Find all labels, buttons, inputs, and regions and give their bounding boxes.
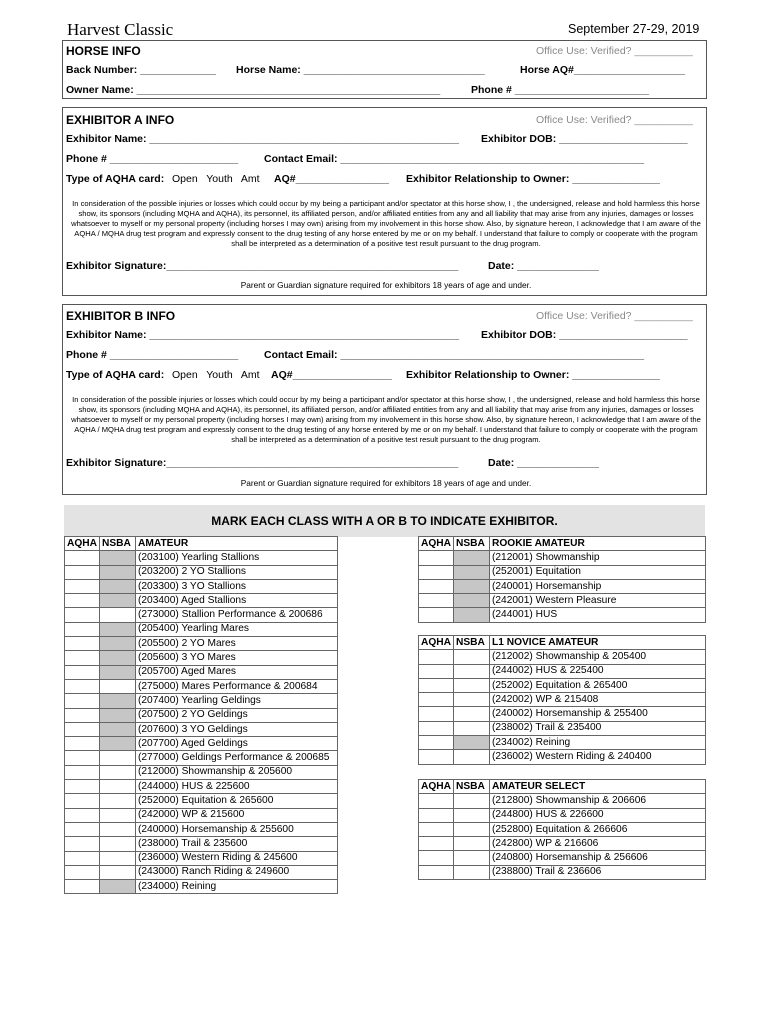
nsba-entry-cell[interactable] [454,750,490,764]
aqha-entry-cell[interactable] [419,808,454,822]
nsba-entry-cell [100,651,136,665]
amateur-class-table [64,536,338,894]
class-row [419,808,706,822]
exhibitor-b-phone-field[interactable]: Phone # ______________________ [66,349,239,361]
class-row [419,837,706,851]
nsba-entry-cell[interactable] [454,808,490,822]
class-row [419,721,706,735]
back-number-field[interactable]: Back Number: _____________ [66,64,217,76]
aqha-entry-cell[interactable] [419,608,454,622]
class-label: (240001) Horsemanship [490,579,706,593]
class-label: (242800) WP & 216606 [490,837,706,851]
nsba-entry-cell [100,722,136,736]
horse-office-use: Office Use: Verified? __________ [536,45,693,57]
nsba-entry-cell[interactable] [100,794,136,808]
class-label: (212002) Showmanship & 205400 [490,650,706,664]
exhibitor-a-email-field[interactable]: Contact Email: ____________________________________________________ [264,153,645,165]
aqha-entry-cell[interactable] [65,722,100,736]
exhibitor-b-card-type-options[interactable]: Open Youth Amt [172,369,260,381]
nsba-entry-cell [100,665,136,679]
division-title: AMATEUR SELECT [490,780,706,794]
aqha-entry-cell[interactable] [419,594,454,608]
class-row [419,851,706,865]
class-label: (242000) WP & 215600 [136,808,338,822]
aqha-entry-cell[interactable] [65,865,100,879]
l1-novice-amateur-class-table [418,635,706,765]
division-title: L1 NOVICE AMATEUR [490,636,706,650]
nsba-entry-cell[interactable] [454,822,490,836]
class-label: (240800) Horsemanship & 256606 [490,851,706,865]
exhibitor-a-dob-field[interactable]: Exhibitor DOB: ______________________ [481,133,688,145]
class-label: (242001) Western Pleasure [490,594,706,608]
class-row [419,736,706,750]
class-label: (236002) Western Riding & 240400 [490,750,706,764]
table-header-row [419,537,706,551]
class-row [419,678,706,692]
nsba-entry-cell[interactable] [100,608,136,622]
nsba-entry-cell[interactable] [454,794,490,808]
exhibitor-a-date-field[interactable]: Date: ______________ [488,260,599,272]
class-label: (242002) WP & 215408 [490,693,706,707]
class-row [419,822,706,836]
table-header-row [65,537,338,551]
class-label: (238002) Trail & 235400 [490,721,706,735]
class-label: (203400) Aged Stallions [136,594,338,608]
class-row [419,565,706,579]
exhibitor-b-dob-field[interactable]: Exhibitor DOB: ______________________ [481,329,688,341]
class-row [65,837,338,851]
aqha-entry-cell[interactable] [65,579,100,593]
class-label: (244000) HUS & 225600 [136,780,338,794]
division-title: ROOKIE AMATEUR [490,537,706,551]
class-label: (240000) Horsemanship & 255600 [136,822,338,836]
class-label: (238800) Trail & 236606 [490,865,706,879]
nsba-entry-cell [100,637,136,651]
nsba-entry-cell [454,579,490,593]
nsba-entry-cell [100,579,136,593]
exhibitor-b-waiver-text: In consideration of the possible injuries or losses which could occur by my being a participant and/or spectator at this horse show, I , the undersigned, release and hold harmless this horse show, its sponsors (including MQHA and AQHA), its personnel, its affiliated person, and/or affiliated entities from any and all liability that may arise from any injuries, damages or losses whatsoever to myself or my personal property (including horses I may own) arising from my involvement in this horse show. Also, by signature hereon, I acknowledge that I am aware of the AQHA / MQHA drug test program and expressly consent to the drug testing of any horse entered by me or on my behalf. I understand that failure to comply or cooperate with the program shall be interpreted as a determination of a positive test result pursuant to the drug program. [71,395,701,444]
aqha-entry-cell[interactable] [65,765,100,779]
aqha-entry-cell[interactable] [419,678,454,692]
exhibitor-b-card-type-label: Type of AQHA card: [66,369,165,381]
exhibitor-a-card-type-label: Type of AQHA card: [66,173,165,185]
class-label: (244001) HUS [490,608,706,622]
class-label: (273000) Stallion Performance & 200686 [136,608,338,622]
class-label: (212800) Showmanship & 206606 [490,794,706,808]
exhibitor-b-heading: EXHIBITOR B INFO [66,309,176,323]
class-label: (252001) Equitation [490,565,706,579]
class-label: (207700) Aged Geldings [136,737,338,751]
aqha-entry-cell[interactable] [65,808,100,822]
nsba-entry-cell[interactable] [454,851,490,865]
class-row [419,594,706,608]
aqha-entry-cell[interactable] [65,565,100,579]
class-label: (203200) 2 YO Stallions [136,565,338,579]
class-row [65,822,338,836]
aqha-entry-cell[interactable] [419,693,454,707]
class-row [419,579,706,593]
class-label: (240002) Horsemanship & 255400 [490,707,706,721]
nsba-entry-cell[interactable] [100,765,136,779]
nsba-entry-cell[interactable] [100,751,136,765]
aqha-entry-cell[interactable] [65,665,100,679]
exhibitor-a-waiver-text: In consideration of the possible injuries or losses which could occur by my being a participant and/or spectator at this horse show, I , the undersigned, release and hold harmless this horse show, its sponsors (including MQHA and AQHA), its personnel, its affiliated person, and/or affiliated entities from any and all liability that may arise from any injuries, damages or losses whatsoever to myself or my personal property (including horses I may own) arising from my involvement in this horse show. Also, by signature hereon, I acknowledge that I am aware of the AQHA / MQHA drug test program and expressly consent to the drug testing of any horse entered by me or on my behalf. I understand that failure to comply or cooperate with the program shall be interpreted as a determination of a positive test result pursuant to the drug program. [71,199,701,248]
class-label: (207400) Yearling Geldings [136,694,338,708]
class-row [65,794,338,808]
exhibitor-a-relationship-field[interactable]: Exhibitor Relationship to Owner: _______________ [406,173,660,185]
aqha-entry-cell[interactable] [65,822,100,836]
class-row [419,551,706,565]
aqha-entry-cell[interactable] [419,664,454,678]
exhibitor-b-signature-field[interactable]: Exhibitor Signature:__________________________________________________ [66,457,459,469]
class-label: (205600) 3 YO Mares [136,651,338,665]
class-row [65,622,338,636]
aqha-entry-cell[interactable] [419,551,454,565]
class-row [419,707,706,721]
nsba-entry-cell[interactable] [454,693,490,707]
aqha-entry-cell[interactable] [419,579,454,593]
nsba-entry-cell [100,622,136,636]
class-label: (205500) 2 YO Mares [136,637,338,651]
amateur-select-class-table [418,779,706,880]
nsba-entry-cell[interactable] [454,707,490,721]
horse-aq-field[interactable]: Horse AQ#___________________ [520,64,685,76]
class-row [65,737,338,751]
nsba-entry-cell[interactable] [100,822,136,836]
class-row [65,651,338,665]
nsba-entry-cell[interactable] [454,865,490,879]
nsba-entry-cell [100,737,136,751]
nsba-entry-cell [454,594,490,608]
nsba-column-header: NSBA [100,537,136,551]
class-label: (252800) Equitation & 266606 [490,822,706,836]
exhibitor-a-heading: EXHIBITOR A INFO [66,113,175,127]
aqha-entry-cell[interactable] [419,721,454,735]
nsba-entry-cell [454,608,490,622]
class-label: (212001) Showmanship [490,551,706,565]
nsba-entry-cell [100,594,136,608]
show-date: September 27-29, 2019 [568,22,700,36]
table-header-row [419,636,706,650]
owner-phone-field[interactable]: Phone # _______________________ [471,84,650,96]
nsba-entry-cell[interactable] [454,650,490,664]
class-row [419,650,706,664]
exhibitor-b-email-field[interactable]: Contact Email: ____________________________________________________ [264,349,645,361]
class-row [65,722,338,736]
class-label: (207500) 2 YO Geldings [136,708,338,722]
class-row [65,865,338,879]
class-row [419,664,706,678]
nsba-column-header: NSBA [454,636,490,650]
nsba-entry-cell[interactable] [100,851,136,865]
horse-info-heading: HORSE INFO [66,44,141,58]
nsba-column-header: NSBA [454,537,490,551]
class-label: (205700) Aged Mares [136,665,338,679]
aqha-column-header: AQHA [419,780,454,794]
nsba-entry-cell [100,565,136,579]
aqha-entry-cell[interactable] [65,751,100,765]
nsba-entry-cell [454,551,490,565]
aqha-entry-cell[interactable] [419,707,454,721]
aqha-entry-cell[interactable] [65,679,100,693]
exhibitor-b-date-field[interactable]: Date: ______________ [488,457,599,469]
class-instructions-banner: MARK EACH CLASS WITH A OR B TO INDICATE EXHIBITOR. [64,505,705,537]
class-row [419,750,706,764]
exhibitor-b-relationship-field[interactable]: Exhibitor Relationship to Owner: _______________ [406,369,660,381]
class-label: (236000) Western Riding & 245600 [136,851,338,865]
aqha-entry-cell[interactable] [65,608,100,622]
class-row [419,865,706,879]
nsba-entry-cell[interactable] [100,865,136,879]
aqha-entry-cell[interactable] [419,565,454,579]
division-title: AMATEUR [136,537,338,551]
nsba-entry-cell[interactable] [100,679,136,693]
exhibitor-a-name-field[interactable]: Exhibitor Name: _____________________________________________________ [66,133,459,145]
class-label: (243000) Ranch Riding & 249600 [136,865,338,879]
exhibitor-a-guardian-note: Parent or Guardian signature required for exhibitors 18 years of age and under. [240,280,532,290]
aqha-entry-cell[interactable] [419,650,454,664]
nsba-entry-cell[interactable] [100,780,136,794]
class-label: (277000) Geldings Performance & 200685 [136,751,338,765]
aqha-entry-cell[interactable] [65,694,100,708]
class-label: (238000) Trail & 235600 [136,837,338,851]
exhibitor-b-guardian-note: Parent or Guardian signature required for exhibitors 18 years of age and under. [240,478,532,488]
nsba-entry-cell[interactable] [100,837,136,851]
nsba-entry-cell[interactable] [454,664,490,678]
class-row [65,765,338,779]
class-label: (207600) 3 YO Geldings [136,722,338,736]
aqha-entry-cell[interactable] [419,865,454,879]
aqha-entry-cell[interactable] [419,822,454,836]
exhibitor-a-office-use: Office Use: Verified? __________ [536,114,693,126]
aqha-entry-cell[interactable] [65,594,100,608]
class-row [65,637,338,651]
nsba-column-header: NSBA [454,780,490,794]
class-label: (275000) Mares Performance & 200684 [136,679,338,693]
exhibitor-a-aq-field[interactable]: AQ#________________ [274,173,390,185]
class-row [65,665,338,679]
class-label: (205400) Yearling Mares [136,622,338,636]
aqha-column-header: AQHA [419,636,454,650]
exhibitor-b-office-use: Office Use: Verified? __________ [536,310,693,322]
class-row [419,794,706,808]
aqha-entry-cell[interactable] [65,551,100,565]
class-row [419,608,706,622]
class-row [65,780,338,794]
class-row [65,851,338,865]
nsba-entry-cell [454,736,490,750]
class-row [65,808,338,822]
nsba-entry-cell [100,551,136,565]
class-row [65,694,338,708]
aqha-entry-cell[interactable] [65,851,100,865]
nsba-entry-cell [100,880,136,894]
aqha-entry-cell[interactable] [419,750,454,764]
class-label: (212000) Showmanship & 205600 [136,765,338,779]
aqha-entry-cell[interactable] [419,837,454,851]
nsba-entry-cell [100,708,136,722]
exhibitor-b-name-field[interactable]: Exhibitor Name: _____________________________________________________ [66,329,459,341]
aqha-entry-cell[interactable] [419,794,454,808]
nsba-entry-cell[interactable] [454,721,490,735]
aqha-entry-cell[interactable] [419,736,454,750]
nsba-entry-cell[interactable] [454,837,490,851]
exhibitor-a-card-type-options[interactable]: Open Youth Amt [172,173,260,185]
aqha-entry-cell[interactable] [65,651,100,665]
nsba-entry-cell [100,694,136,708]
class-row [419,693,706,707]
class-row [65,751,338,765]
aqha-entry-cell[interactable] [65,622,100,636]
class-row [65,594,338,608]
nsba-entry-cell[interactable] [100,808,136,822]
aqha-entry-cell[interactable] [65,780,100,794]
aqha-entry-cell[interactable] [65,880,100,894]
class-row [65,608,338,622]
aqha-entry-cell[interactable] [419,851,454,865]
aqha-column-header: AQHA [419,537,454,551]
class-row [65,551,338,565]
class-row [65,579,338,593]
aqha-entry-cell[interactable] [65,637,100,651]
exhibitor-a-phone-field[interactable]: Phone # ______________________ [66,153,239,165]
class-label: (234002) Reining [490,736,706,750]
class-label: (244800) HUS & 226600 [490,808,706,822]
class-row [65,880,338,894]
rookie-amateur-class-table [418,536,706,623]
table-header-row [419,780,706,794]
exhibitor-b-aq-field[interactable]: AQ#_________________ [271,369,392,381]
class-row [65,708,338,722]
class-label: (252000) Equitation & 265600 [136,794,338,808]
aqha-entry-cell[interactable] [65,837,100,851]
class-label: (203100) Yearling Stallions [136,551,338,565]
page-title: Harvest Classic [67,20,174,39]
class-row [65,565,338,579]
nsba-entry-cell[interactable] [454,678,490,692]
aqha-entry-cell[interactable] [65,708,100,722]
nsba-entry-cell [454,565,490,579]
exhibitor-a-signature-field[interactable]: Exhibitor Signature:__________________________________________________ [66,260,459,272]
aqha-entry-cell[interactable] [65,737,100,751]
aqha-entry-cell[interactable] [65,794,100,808]
class-label: (234000) Reining [136,880,338,894]
owner-name-field[interactable]: Owner Name: ____________________________________________________ [66,84,441,96]
class-label: (203300) 3 YO Stallions [136,579,338,593]
class-label: (244002) HUS & 225400 [490,664,706,678]
class-row [65,679,338,693]
horse-name-field[interactable]: Horse Name: _______________________________ [236,64,485,76]
class-label: (252002) Equitation & 265400 [490,678,706,692]
aqha-column-header: AQHA [65,537,100,551]
